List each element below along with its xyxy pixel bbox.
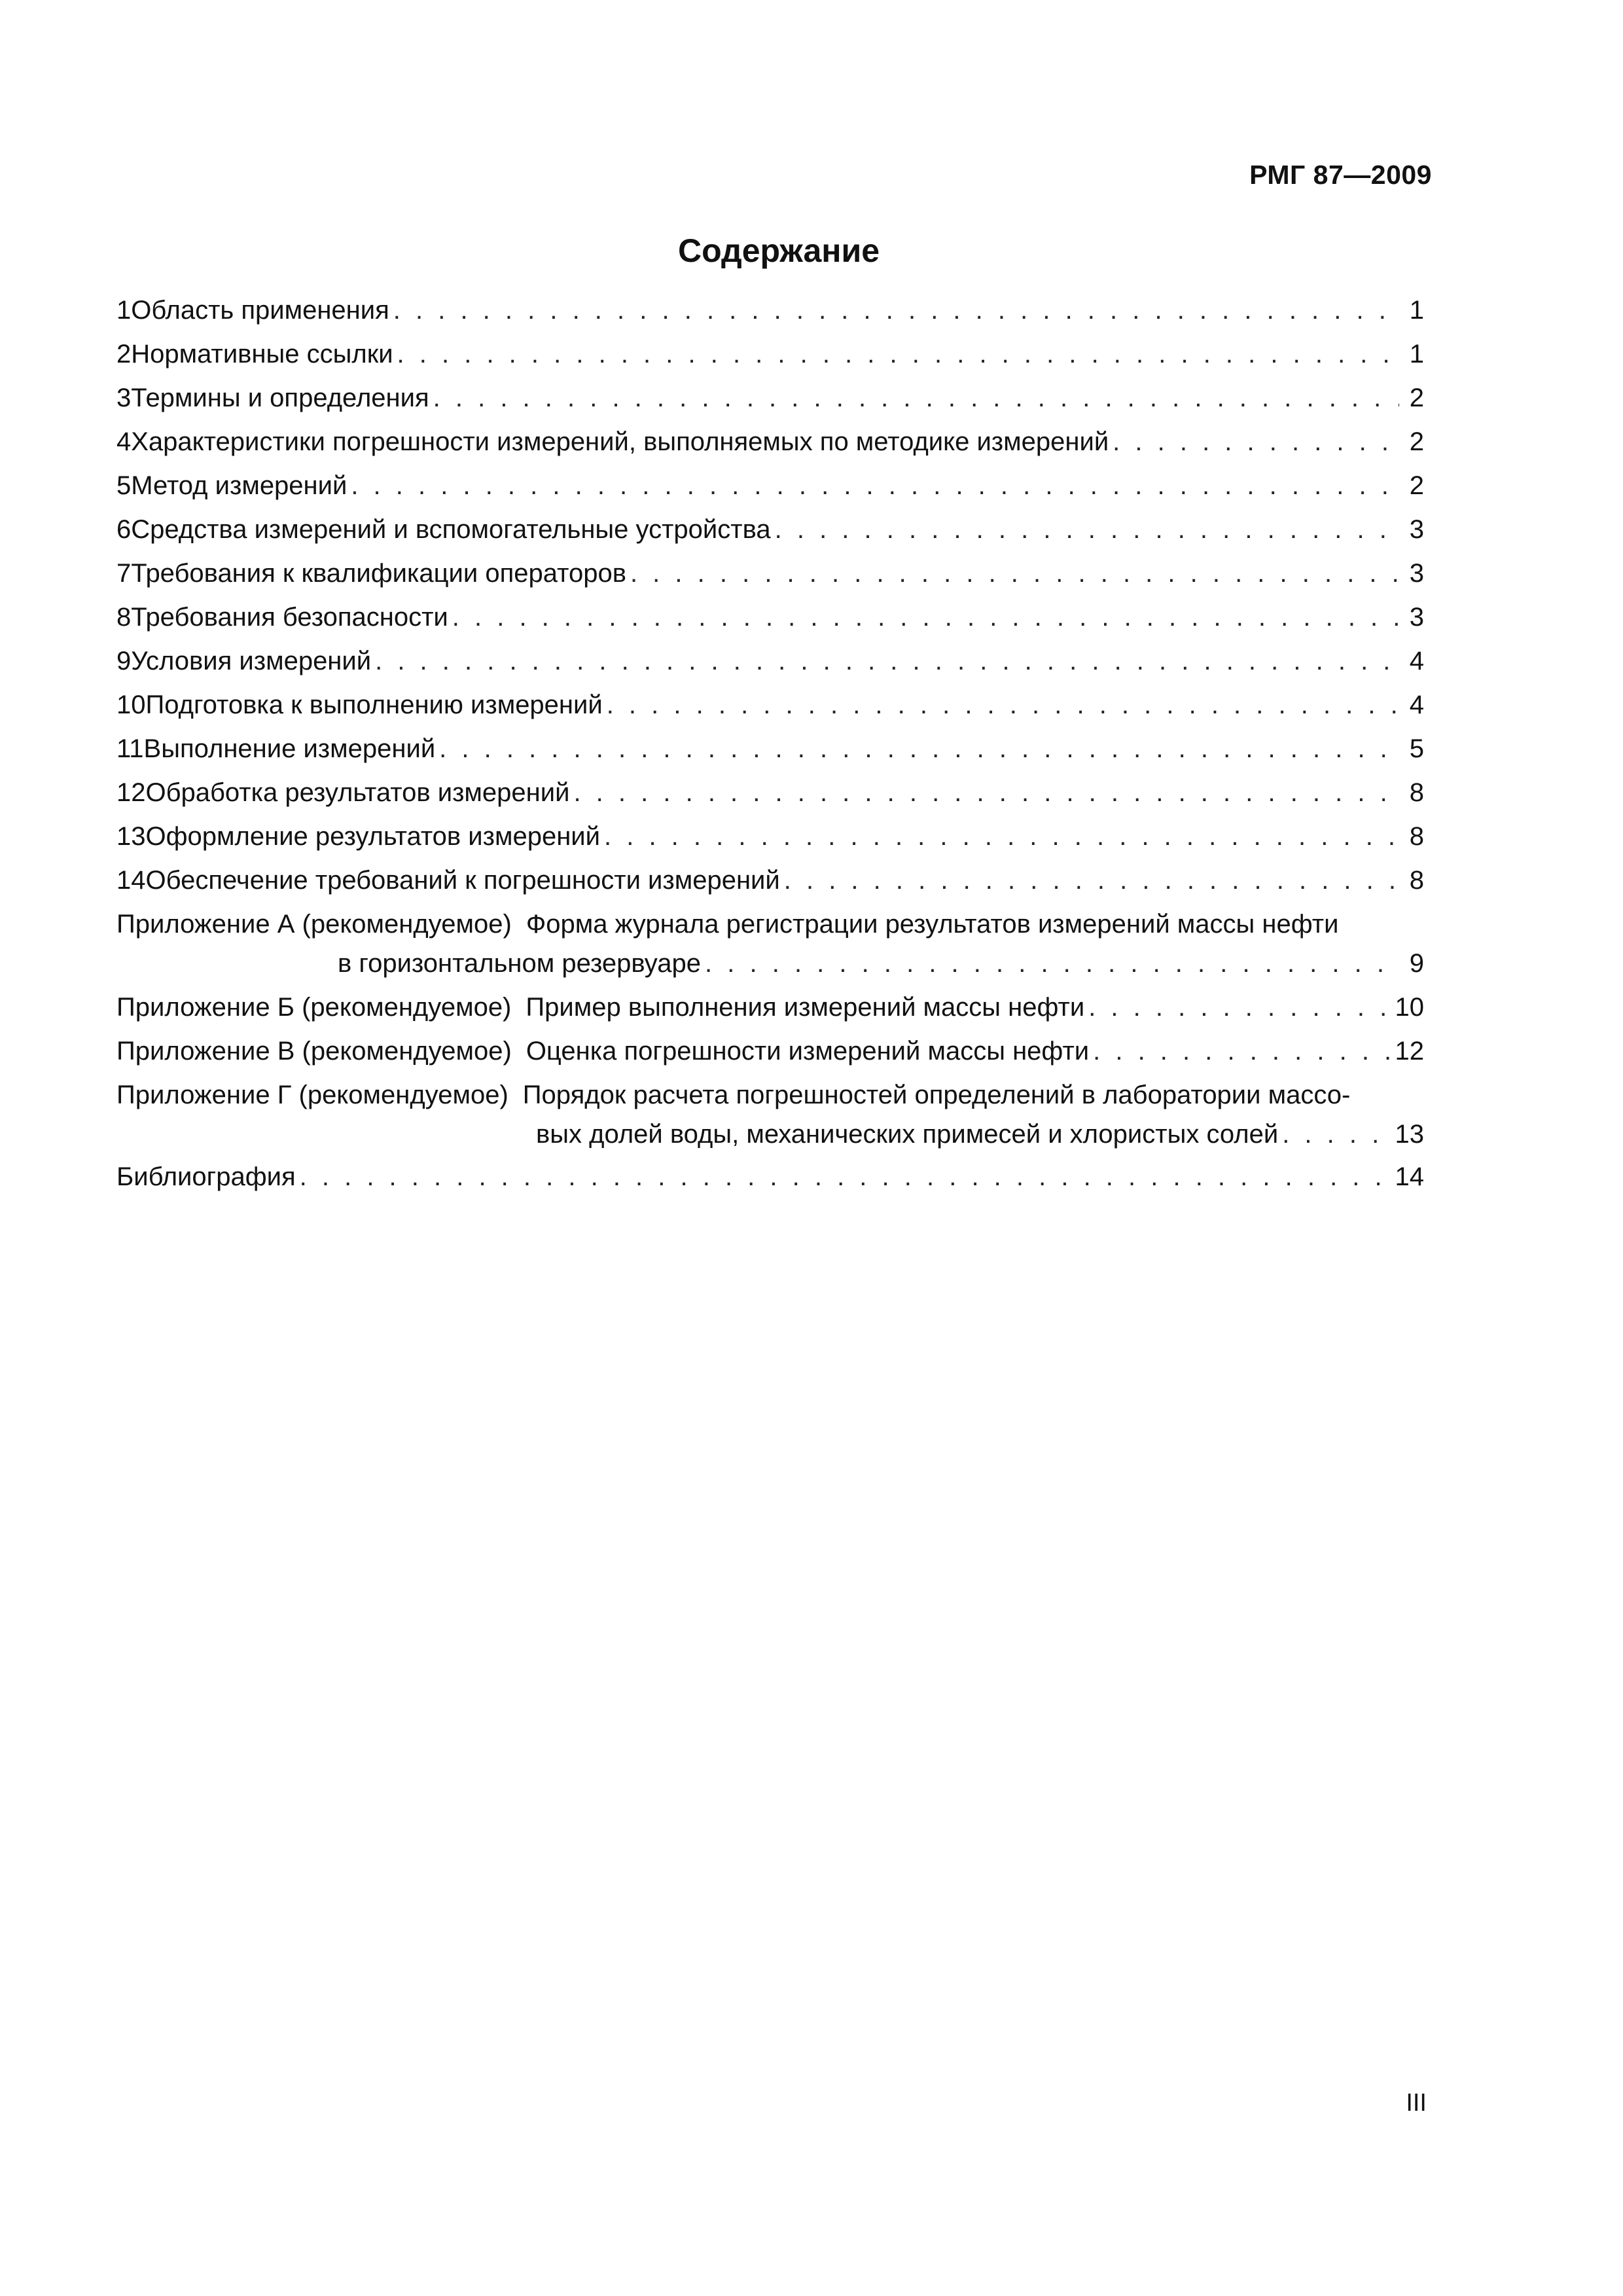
toc-bibliography[interactable]	[116, 1162, 1424, 1206]
entry-text: Метод измерений	[131, 471, 348, 500]
appendix-title: Пример выполнения измерений массы нефти	[526, 993, 1085, 1022]
entry-number: 7	[116, 559, 132, 588]
dot-leader	[603, 691, 1399, 720]
toc-entry[interactable]	[116, 515, 1424, 559]
toc-appendix-v[interactable]	[116, 1037, 1424, 1081]
entry-page: 10	[1395, 993, 1424, 1022]
entry-number: 14	[116, 866, 146, 895]
appendix-prefix: Приложение Г (рекомендуемое)	[116, 1081, 508, 1109]
dot-leader	[393, 340, 1399, 369]
entry-page: 8	[1409, 866, 1424, 895]
entry-text: Условия измерений	[131, 647, 372, 675]
entry-text: Область применения	[131, 296, 389, 325]
toc-entry[interactable]	[116, 559, 1424, 603]
dot-leader	[296, 1162, 1390, 1192]
entry-number: 11	[116, 734, 144, 763]
entry-number: 12	[116, 778, 146, 807]
toc-entry[interactable]	[116, 471, 1424, 515]
entry-page: 3	[1409, 603, 1424, 632]
toc-entry[interactable]	[116, 778, 1424, 822]
table-of-contents	[116, 296, 1424, 1206]
appendix-title-cont: в горизонтальном резервуаре	[338, 949, 702, 978]
entry-page: 13	[1395, 1120, 1424, 1149]
dot-leader	[389, 296, 1399, 325]
dot-leader	[600, 822, 1399, 852]
toc-entry[interactable]	[116, 822, 1424, 866]
entry-page: 4	[1409, 647, 1424, 675]
dot-leader	[771, 515, 1399, 545]
entry-page: 9	[1409, 949, 1424, 978]
entry-page: 1	[1409, 340, 1424, 368]
entry-page: 12	[1395, 1037, 1424, 1066]
entry-page: 4	[1409, 691, 1424, 719]
dot-leader	[1084, 993, 1389, 1022]
dot-leader	[1278, 1120, 1389, 1159]
appendix-prefix: Приложение В (рекомендуемое)	[116, 1037, 512, 1066]
entry-number: 4	[116, 427, 132, 456]
toc-entry[interactable]	[116, 384, 1424, 427]
toc-entry[interactable]	[116, 734, 1424, 778]
entry-page: 5	[1409, 734, 1424, 763]
entry-text: Оформление результатов измерений	[145, 822, 600, 851]
dot-leader	[701, 949, 1399, 988]
dot-leader	[1109, 427, 1399, 457]
entry-text: Характеристики погрешности измерений, выполняемых по методике измерений	[131, 427, 1109, 456]
toc-title: Содержание	[677, 232, 880, 269]
dot-leader	[780, 866, 1399, 895]
toc-entry[interactable]	[116, 691, 1424, 734]
entry-page: 8	[1409, 822, 1424, 851]
entry-number: 1	[116, 296, 132, 325]
entry-page: 1	[1409, 296, 1424, 325]
appendix-block	[116, 1081, 1424, 1159]
entry-text: Подготовка к выполнению измерений	[145, 691, 603, 719]
entry-text: Требования безопасности	[131, 603, 448, 632]
toc-entry[interactable]	[116, 296, 1424, 340]
entry-text: Средства измерений и вспомогательные устройства	[131, 515, 771, 544]
dot-leader	[435, 734, 1399, 764]
appendix-block	[116, 910, 1424, 988]
entry-page: 14	[1395, 1162, 1424, 1191]
entry-text: Нормативные ссылки	[131, 340, 393, 368]
entry-page: 3	[1409, 559, 1424, 588]
entry-page: 8	[1409, 778, 1424, 807]
appendix-prefix: Приложение Б (рекомендуемое)	[116, 993, 512, 1022]
entry-number: 3	[116, 384, 132, 412]
entry-number: 13	[116, 822, 146, 851]
appendix-title: Оценка погрешности измерений массы нефти	[526, 1037, 1090, 1066]
toc-appendix-a[interactable]	[116, 910, 1424, 993]
entry-text: Термины и определения	[131, 384, 429, 412]
entry-number: 6	[116, 515, 132, 544]
entry-number: 9	[116, 647, 132, 675]
entry-text: Выполнение измерений	[143, 734, 436, 763]
dot-leader	[371, 647, 1399, 676]
bibliography-label: Библиография	[116, 1162, 296, 1191]
appendix-line-2	[116, 949, 1424, 988]
entry-number: 8	[116, 603, 132, 632]
dot-leader	[626, 559, 1399, 588]
appendix-line-1	[116, 910, 1424, 949]
toc-entry[interactable]	[116, 427, 1424, 471]
appendix-line-1	[116, 1081, 1424, 1120]
entry-page: 2	[1409, 471, 1424, 500]
appendix-title: Форма журнала регистрации результатов измерений массы нефти	[526, 910, 1339, 939]
document-code: РМГ 87—2009	[1249, 160, 1432, 190]
toc-appendix-b[interactable]	[116, 993, 1424, 1037]
appendix-line-2	[116, 1120, 1424, 1159]
toc-entry[interactable]	[116, 340, 1424, 384]
entry-text: Требования к квалификации операторов	[131, 559, 626, 588]
entry-number: 2	[116, 340, 132, 368]
entry-number: 10	[116, 691, 146, 719]
page-number: III	[1406, 2089, 1427, 2117]
entry-text: Обеспечение требований к погрешности измерений	[145, 866, 780, 895]
toc-entry[interactable]	[116, 603, 1424, 647]
toc-entry[interactable]	[116, 866, 1424, 910]
dot-leader	[347, 471, 1399, 501]
appendix-title-cont: вых долей воды, механических примесей и хлористых солей	[536, 1120, 1279, 1149]
toc-appendix-g[interactable]	[116, 1081, 1424, 1162]
dot-leader	[569, 778, 1399, 808]
dot-leader	[429, 384, 1399, 413]
appendix-prefix: Приложение А (рекомендуемое)	[116, 910, 512, 939]
entry-text: Обработка результатов измерений	[145, 778, 570, 807]
appendix-title: Порядок расчета погрешностей определений в лаборатории массо-	[522, 1081, 1351, 1109]
toc-entry[interactable]	[116, 647, 1424, 691]
entry-page: 2	[1409, 427, 1424, 456]
entry-number: 5	[116, 471, 132, 500]
entry-page: 3	[1409, 515, 1424, 544]
dot-leader	[448, 603, 1399, 632]
dot-leader	[1089, 1037, 1389, 1066]
entry-page: 2	[1409, 384, 1424, 412]
